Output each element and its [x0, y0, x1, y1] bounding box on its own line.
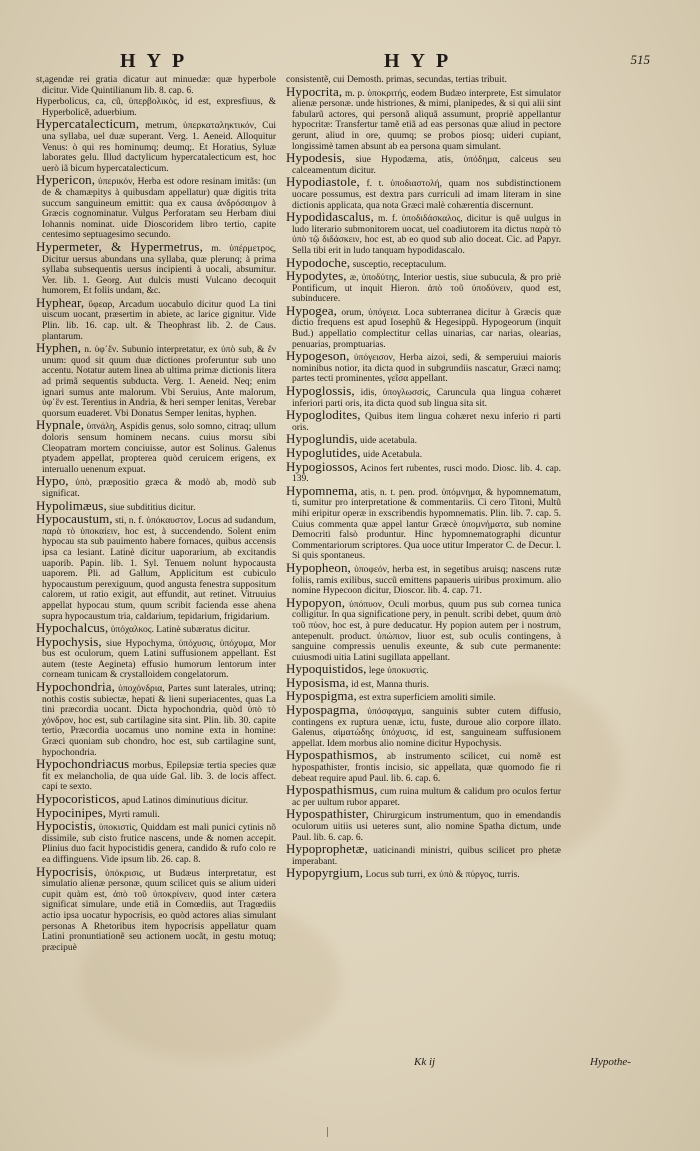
- dictionary-entry: [286, 150, 561, 176]
- dictionary-entry: [286, 383, 561, 409]
- entry-definition: f. t. ὑποδιαστολή, quam nos subdistinctionem uocare possumus, est dextra pars curriculi ad imam literam in sine dictionis applicata, qua nota Græci malè cohærentia discernunt.: [292, 179, 561, 211]
- entry-definition: n. ὑφ᾽ἕν. Subunio interpretatur, ex ὑπὸ sub, & ἕν unum: quod sit quum duæ dictiones proferuntur sub uno accentu. Notatur autem linea ab ultima primæ dictionis litera ad primã sequentis subducta. Verg. 1. Aeneid. Neq; enim ignari sumus ante malorum. Vbi Seruius, Ante malorum, ὑφ᾽ἓν est. Terentius in Andria, & heri semper lenitas, Verebar quorsum euaderet. Vbi Donatus Semper lenitas, hyphen.: [42, 345, 276, 419]
- entry-headword: Hypodesis,: [286, 150, 346, 166]
- entry-definition: ὑπόγεισον, Herba aizoi, sedi, & semperuiui maioris nominibus notior, ita dicta quod in subgrundiis nascatur, Græci namq; partes tecti prominentes, γεῖσα appellant.: [292, 353, 561, 385]
- entry-headword: Hypolimæus,: [36, 497, 107, 513]
- entry-headword: Hypocinipes,: [36, 804, 107, 820]
- entry-definition: est extra superficiem amoliti simile.: [359, 693, 496, 704]
- entry-definition: cum ruina multum & calidum pro oculos fertur ac per uultum rubor apparet.: [292, 787, 561, 808]
- entry-definition: ὑπὸ, præpositio græca & modò ab, modò sub significat.: [42, 478, 276, 499]
- entry-headword: Hypoglundis,: [286, 431, 358, 447]
- entry-definition: ὑποχόνδρια, Partes sunt laterales, utrinq; nothis costis subiectæ, hepati & lieni superiacentes, quas La tini præcordia uocant. Dicta hypochondria, quòd ὑπὸ τὸ χόνδρον, hoc est, sub cartilagine sita sint. Plin. lib. 30. capite tertio, Præcordia uocamus uno nomine exta in homine: Græci quoniam sub chondro, hoc est, sub cartilagine sunt, hypochondria.: [42, 684, 276, 758]
- dictionary-entry: [286, 407, 561, 433]
- entry-headword: Hypocistis,: [36, 818, 96, 834]
- entry-headword: Hypodidascalus,: [286, 209, 374, 225]
- dictionary-entry: [36, 756, 276, 793]
- entry-headword: Hypospagma,: [286, 702, 359, 718]
- entry-headword: Hypospathister,: [286, 806, 369, 822]
- entry-headword: Hypopheon,: [286, 559, 351, 575]
- right-column: [286, 75, 561, 882]
- entry-headword: Hypogea,: [286, 302, 337, 318]
- dictionary-entry: [36, 473, 276, 499]
- entry-definition: siue Hypodæma, atis, ὑπόδημα, calceus seu calceamentum dicitur.: [292, 155, 561, 176]
- dictionary-entry: [286, 209, 562, 256]
- entry-definition: ὑπερικόν, Herba est odore resinam imitãs: (un de & chamæpitys à quibusdam appellatur) quæ digitis trita succum sanguineum emittit: qua ex causa ἀνδρόσαιμον à Græcis cognominatur. Vulgus Perforatam seu Herbam diui Iohannis nominat. uide Dioscoridem libro tertio, capite centesimo septuagesimo secundo.: [42, 177, 276, 241]
- entry-headword: Hypopyrgium,: [286, 865, 364, 881]
- entry-headword: Hypoglossis,: [286, 383, 355, 399]
- entry-headword: Hyposisma,: [286, 674, 349, 690]
- dictionary-entry: [36, 863, 277, 954]
- dictionary-entry: [36, 511, 276, 622]
- entry-definition: Chirurgicum instrumentum, quo in emendandis oculorum uitiis usi ueteres sunt, alio nomine Spatha dictum, unde Paul. lib. 6. cap. 6.: [292, 811, 562, 843]
- dictionary-entry: [36, 679, 276, 758]
- entry-headword: Hypoglodites,: [286, 407, 361, 423]
- entry-definition: atis, n. t. pen. prod. ὑπόμνημα, & hypomnematum, ti, sumitur pro interpretatione & commentariis. Ci cero Titoni, Multũ mihi eripitur operæ in exscribendis hypomnematis. Plin. lib. 7. cap. 5. Cuius commenta quæ appel lantur Græcè ὑπομνήματα, sub nomine Democriti falsò produntur. Hinc hypomnematographi dicuntur Commentariorum scriptores. Qua uoce utitur Imperator C. de Decur. l. Si quis spontaneus.: [292, 487, 561, 562]
- entry-definition: uide Acetabula.: [362, 450, 423, 460]
- entry-headword: Hypocrita,: [286, 83, 343, 99]
- entry-definition: ὑποφεόν, herba est, in segetibus aruisq; nascens rutæ foliis, ramis exilibus, succũ emittens papaueris uiribus proximum. alio nomine Hypecoon dicitur, Dioscor. lib. 4. cap. 71.: [292, 564, 561, 597]
- running-head-left: HYP: [120, 50, 196, 72]
- entry-definition: orum, ὑπόγεια. Loca subterranea dicitur à Græcis quæ dictio frequens est apud Iosephũ & Hegesippũ. Hypogeorum (inquit Bud.) appellatio complectitur cellas uinarias, car narias, olearias, penuarias, promptuarias.: [292, 307, 561, 350]
- entry-definition: ὑπόχαλκος. Latinè subæratus dicitur.: [110, 625, 250, 636]
- entry-headword: Hypnale,: [36, 417, 85, 433]
- dictionary-entry: [36, 97, 276, 118]
- dictionary-entry: [36, 75, 276, 96]
- dictionary-entry: [286, 702, 561, 749]
- dictionary-entry: [286, 268, 562, 305]
- entry-definition: Hyperbolicus, ca, cũ, ὑπερβολικὸς, id est, expresfiuus, & Hyperbolicẽ, aduerbium.: [36, 97, 276, 118]
- dictionary-entry: [286, 747, 561, 784]
- entry-definition: m. ὑπέρμετρος, Dicitur uersus abundans una syllaba, quæ plerunq; à prima syllaba subsequentis uersus incipienti à uocali, absumitur. Ver. lib. 1. Georg. Aut dulcis musti Vulcano decoquit humorem, Et foliis undam, &c.: [42, 243, 277, 297]
- entry-headword: Hypercatalecticum,: [36, 116, 140, 132]
- entry-headword: Hypospathismos,: [286, 747, 378, 763]
- dictionary-entry: [36, 116, 276, 174]
- dictionary-entry: [36, 818, 276, 865]
- entry-headword: Hypo,: [36, 473, 69, 489]
- entry-definition: Quibus item lingua cohæret nexu inferio ri parti oris.: [292, 412, 561, 433]
- dictionary-entry: [36, 238, 277, 297]
- entry-definition: ὕφεαρ, Arcadum uocabulo dicitur quod La tini uiscum uocant, præsertim in abiete, ac larice gignitur. Vide Plin. lib. 16. cap. ult. & Theophrast lib. 2. de Caus. plantarum.: [42, 299, 276, 342]
- dictionary-entry: [286, 782, 561, 808]
- entry-definition: metrum, ὑπερκαταληκτικόν, Cui una syllaba, uel duæ superant. Verg. 1. Aeneid. Alloquitur Venus: ò qui res hominumq; deumq;. Et Horatius, Syluæ laborates gelu. Illud dactylicum hypercatalecticum est, hoc uerò iã bicum hypercatalecticum.: [42, 121, 276, 174]
- entry-headword: Hypodytes,: [286, 268, 347, 284]
- entry-headword: Hypocaustum,: [36, 511, 113, 527]
- entry-definition: siue subdititius dicitur.: [109, 502, 196, 513]
- entry-definition: Myrti ramuli.: [108, 809, 160, 820]
- entry-definition: siue Hypochyma, ὑπόχυσις, ὑπόχυμα, Mor bus est oculorum, quem Latini suffusionem appellant. Est autem (teste Aegineta) effusio humorum lentorum inter corneam tunicam & crystalloidem congelatorum.: [42, 638, 276, 681]
- entry-headword: Hypoprophetæ,: [286, 841, 368, 857]
- entry-definition: morbus, Epilepsiæ tertia species quæ fit ex melancholia, de qua uide Gal. lib. 3. de locis affect. capi te sexto.: [42, 761, 276, 793]
- entry-definition: m. f. ὑποδιδάσκαλος, dicitur is quẽ uulgus in ludo literario submonitorem uocat, uel coadiutorem ita dictus παρὰ τὸ ὑπὸ τῷ διδάσκειν, hoc est, ab eo quod sub alio doceat. Cic. ad Papyr. Sella tibi erit in ludo tanquam hypodidascalo.: [292, 214, 562, 256]
- entry-definition: ab instrumento scilicet, cui nomẽ est hypospathister, frontis incisio, sic appellata, quæ quomodo fie ri debeat require apud Paul. lib. 6. cap. 6.: [292, 752, 561, 784]
- dictionary-entry: [286, 482, 561, 562]
- dictionary-entry: [286, 458, 561, 485]
- dictionary-entry: [36, 633, 276, 681]
- entry-definition: ὑπνάλη, Aspidis genus, solo somno, citraq; ullum doloris sensum hominem necans. cuius morsu sibi Cleopatram mortem conciuisse, autor est Solinus. Galenus ptyadem appellat, propterea quòd ceruicem erigens, ex interuallo uenenum expuat.: [42, 422, 276, 475]
- entry-headword: Hypermeter, & Hypermetrus,: [36, 238, 203, 254]
- entry-headword: Hypoglutides,: [286, 445, 361, 460]
- entry-definition: idis, ὑπογλωσσίς, Caruncula qua lingua cohæret inferiori parti oris, ita dicta quod sub lingua sita sit.: [292, 388, 561, 409]
- entry-headword: Hyphear,: [36, 294, 85, 310]
- entry-headword: Hypospathismus,: [286, 782, 378, 798]
- entry-definition: ὑποκιστὶς, Quiddam est mali punici cytinis nõ dissimile, sub cisto frutice nascens, unde & nomen accepit. Plinius duo facit hypocistidis genera, candido & rufo colo re ea diffinguens. Vide ipsum lib. 26. cap. 8.: [42, 823, 276, 865]
- dictionary-entry: [286, 594, 561, 664]
- left-column: [36, 75, 276, 954]
- entry-definition: sti, n. f. ὑπόκαυστον, Locus ad sudandum, παρὰ τὸ ὑποκαίειν, hoc est, à succendendo. Solent enim hypocau sta sub pauimento habere fornaces, quibus accensis ipsa ca lesiant. Latinè dicitur uaporarium, ab excitandis uaporib. Papin. lib. 1. Syl. Tenuem nolunt hypocausta uaporem. Pli. ad Gallum, Applicitum est cubiculo hypocaustum perexiguum, quod angusta fenestra suppositum calorem, ut ratio exigit, aut effundit, aut retinet. Vitruuius appellat hypocau stum, quum scribit facienda esse ahena supra hypocaustum tria, caldarium, tepidarium, frigidarium.: [42, 516, 276, 622]
- dictionary-entry: [286, 174, 561, 211]
- entry-definition: id est, Manna thuris.: [351, 679, 429, 690]
- entry-definition: m. p. ὑποκριτής, eodem Budæo interprete, Est simulator alienæ personæ. unde histriones, & mimi, planipedes, & si qui alii sint fabularũ actores, qui personã aliquã assumunt, propriè appellantur hypocritæ: Transfertur tamẽ etiã ad eas personas quæ aliud in pectore gerunt, aliud in ore, quumq; se probos piosq; uideri cupiant, longissimè tamen absunt ab ea persona quam simulant.: [292, 88, 562, 152]
- entry-headword: Hypogiossos,: [286, 458, 358, 474]
- entry-definition: ὑπόκρισις, ut Budæus interpretatur, est simulatio alienæ personæ, quum scilicet quis se alium uideri cupit quàm est, ἀπὸ τοῦ ὑποκρίνειν, quod inter cætera significat simulare, unde etiã in Comœdiis, aut Tragœdiis actio ipsa uocatur hypocrisis, eo quòd actores alias simulant personas A Rhetoribus item hypocrisis appellatur quam Latini pronuntiationẽ seu actionem uocãt, in gestu motuq; præcipuè: [42, 868, 277, 953]
- entry-definition: Acinos fert rubentes, rusci modo. Diosc. lib. 4. cap. 139.: [292, 463, 561, 485]
- dictionary-entry: [36, 417, 276, 475]
- entry-definition: st,agendæ rei gratia dicatur aut minuedæ: quæ hyperbole dicitur. Vide Quintilianum lib. 8. cap. 6.: [36, 75, 276, 96]
- page-tick-mark: [327, 1127, 328, 1137]
- dictionary-entry: [286, 559, 561, 597]
- running-head-right: HYP: [384, 50, 460, 72]
- dictionary-entry: [286, 83, 562, 153]
- dictionary-entry: [36, 340, 276, 419]
- entry-headword: Hypochalcus,: [36, 620, 109, 636]
- dictionary-entry: [36, 294, 276, 342]
- catchword: Hypothe-: [590, 1056, 631, 1068]
- entry-definition: consistentẽ, cui Demosth. primas, secundas, tertias tribuit.: [286, 75, 507, 85]
- entry-definition: lege ὑποκυστὶς.: [368, 666, 429, 677]
- entry-headword: Hypochondria,: [36, 679, 115, 695]
- entry-headword: Hypochysis,: [36, 633, 102, 649]
- dictionary-entry: [286, 348, 561, 385]
- entry-definition: susceptio, receptaculum.: [352, 259, 447, 270]
- page-number: 515: [630, 52, 650, 67]
- dictionary-entry: [286, 865, 561, 881]
- entry-headword: Hypocrisis,: [36, 863, 97, 879]
- entry-definition: uide acetabula.: [360, 436, 417, 447]
- entry-definition: ὑπόπυον, Oculi morbus, quum pus sub cornea tunica colligitur. In qua significatione pery, in penult. scribi debet, quum ἀπὸ τοῦ πύον, hoc est, à pure deducatur. Hy popion autem per i nostrum, antepenult. product. ὑπώπιον, liuor est, sub oculis contingens, à sanguine compressis uenulis exeunte, & sub cute permanente: cuiusmodi uitia Latini sugillata appellant.: [292, 599, 561, 663]
- entry-headword: Hypogeson,: [286, 348, 350, 364]
- dictionary-entry: [286, 302, 561, 350]
- entry-definition: æ, ὑποδύτης, Interior uestis, siue subucula, & pro priè Pontificum, ut inquit Hieron. ἀπὸ τοῦ ὑποδύνειν, quod est, subinducere.: [292, 273, 562, 305]
- entry-headword: Hypospigma,: [286, 688, 357, 704]
- entry-headword: Hypocoristicos,: [36, 791, 120, 806]
- entry-headword: Hypopyon,: [286, 594, 346, 610]
- entry-headword: Hypoquistidos,: [286, 661, 367, 677]
- entry-definition: Locus sub turri, ex ὑπὸ & πύργος, turris.: [365, 870, 520, 881]
- dictionary-entry: [286, 806, 562, 843]
- entry-headword: Hypodiastole,: [286, 174, 360, 190]
- entry-definition: uaticinandi ministri, quibus scilicet pro phetæ imperabant.: [292, 846, 561, 867]
- dictionary-entry: [36, 172, 276, 241]
- entry-headword: Hypodoche,: [286, 254, 351, 270]
- dictionary-entry: [286, 841, 561, 867]
- entry-definition: apud Latinos diminutiuus dicitur.: [121, 796, 248, 806]
- entry-headword: Hypochondriacus: [36, 756, 130, 772]
- entry-definition: ὑπόσφαγμα, sanguinis subter cutem diffusio, contingens ex ruptura uenæ, ictu, fuste, duroue alio corpore illato. Galenus, αἱματώδης ὑπόχυσις, id est, sanguineam suffusionem appellat. Idem morbus alio nomine dicitur Hypochysis.: [292, 707, 561, 749]
- entry-headword: Hyphen,: [36, 340, 82, 356]
- entry-headword: Hypericon,: [36, 172, 96, 188]
- entry-headword: Hypomnema,: [286, 482, 358, 498]
- signature-mark: Kk ij: [414, 1056, 436, 1068]
